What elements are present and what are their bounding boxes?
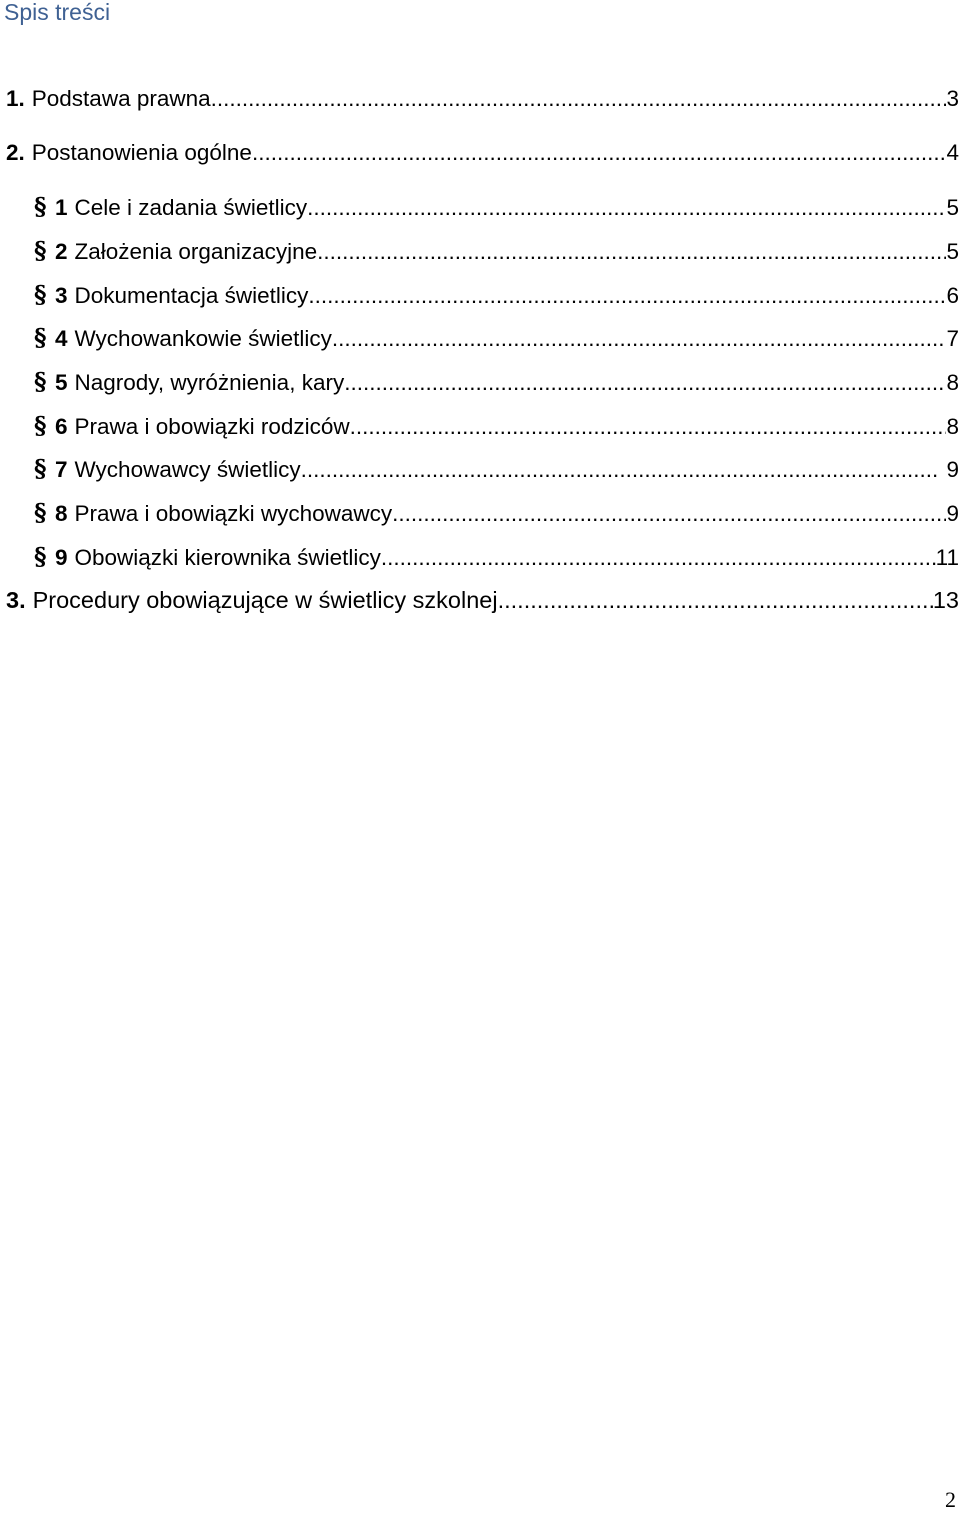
dot-leader [308,281,946,310]
dot-leader [317,237,946,266]
toc-entry-number: 3 [55,283,68,308]
toc-entry-number: 8 [55,501,68,526]
toc-entry-number: 3. [6,587,26,613]
toc-entry-page: 8 [946,370,959,395]
toc-entry-page: 6 [946,283,959,308]
toc-entry-title: Wychowawcy świetlicy [74,457,301,482]
toc-entry-podstawa-prawna[interactable] [6,84,959,114]
toc-entry-par-7[interactable] [34,454,959,484]
toc-entry-page: 5 [946,195,959,220]
toc-entry-par-4[interactable] [34,323,959,353]
dot-leader [498,585,933,615]
toc-entry-par-1[interactable] [34,192,959,222]
toc-entry-number: 1 [55,195,68,220]
dot-leader [252,138,947,168]
toc-entry-title: Prawa i obowiązki wychowawcy [74,501,393,526]
toc-entry-par-3[interactable] [34,280,959,310]
toc-entry-title: Cele i zadania świetlicy [74,195,308,220]
toc-entry-title: Dokumentacja świetlicy [74,283,309,308]
toc-entry-title: Wychowankowie świetlicy [74,326,332,351]
toc-heading: Spis treści [4,0,111,25]
toc-entry-postanowienia-ogolne[interactable] [6,138,959,168]
section-sign-icon: § [34,367,47,396]
section-sign-icon: § [34,192,47,221]
toc-entry-par-8[interactable] [34,498,959,528]
section-sign-icon: § [34,280,47,309]
toc-entry-par-2[interactable] [34,236,959,266]
page-number: 2 [945,1487,956,1512]
dot-leader [301,455,941,484]
toc-entry-title: Założenia organizacyjne [74,239,318,264]
toc-entry-page: 11 [935,545,959,570]
section-sign-icon: § [34,323,47,352]
section-sign-icon: § [34,454,47,483]
toc-entry-page: 8 [946,414,959,439]
toc-entry-par-5[interactable] [34,367,959,397]
toc-entry-title: Procedury obowiązujące w świetlicy szkolnej [32,587,498,613]
toc-entry-page: 5 [946,239,959,264]
toc-entry-number: 1. [6,86,25,111]
toc-entry-number: 5 [55,370,68,395]
dot-leader [211,84,947,114]
section-sign-icon: § [34,411,47,440]
toc-entry-title: Nagrody, wyróżnienia, kary [74,370,345,395]
dot-leader [307,193,946,222]
dot-leader [392,499,946,528]
toc-entry-par-6[interactable] [34,411,959,441]
toc-entry-page: 7 [946,326,959,351]
toc-entry-title: Obowiązki kierownika świetlicy [74,545,381,570]
toc-entry-number: 6 [55,414,68,439]
toc-entry-number: 7 [55,457,68,482]
section-sign-icon: § [34,542,47,571]
dot-leader [350,412,947,441]
toc-entry-page: 3 [946,86,959,111]
section-sign-icon: § [34,236,47,265]
section-sign-icon: § [34,498,47,527]
toc-entry-title: Prawa i obowiązki rodziców [74,414,350,439]
toc-entry-page: 9 [946,501,959,526]
dot-leader [381,543,936,572]
toc-entry-title: Podstawa prawna [31,86,211,111]
toc-entry-number: 4 [55,326,68,351]
dot-leader [344,368,946,397]
toc-entry-number: 9 [55,545,68,570]
toc-entry-page: 4 [946,140,959,165]
toc-entry-number: 2 [55,239,68,264]
toc-entry-title: Postanowienia ogólne [31,140,252,165]
dot-leader [332,324,947,353]
toc-entry-procedury[interactable] [6,585,959,615]
toc-entry-number: 2. [6,140,25,165]
toc-entry-page: 9 [940,457,959,482]
toc-entry-page: 13 [932,587,959,613]
toc-entry-par-9[interactable] [34,542,959,572]
